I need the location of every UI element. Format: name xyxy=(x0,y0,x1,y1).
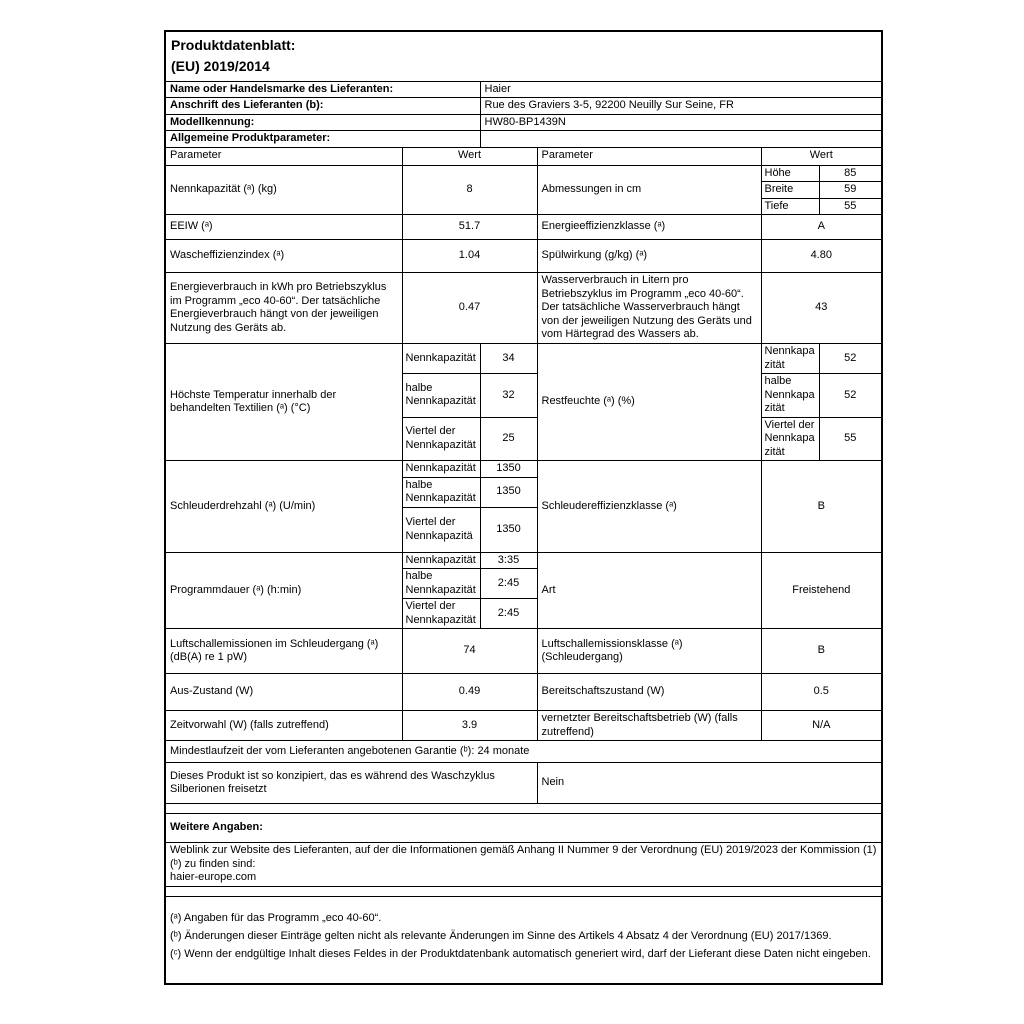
eeiw-value: 51.7 xyxy=(402,215,537,240)
noise-class-value: B xyxy=(761,629,882,674)
supplier-name-label: Name oder Handelsmarke des Lieferanten: xyxy=(165,81,480,98)
sub-label: Tiefe xyxy=(761,198,819,215)
capacity-value: 8 xyxy=(402,165,537,215)
footnote-b: (ᵇ) Änderungen dieser Einträge gelten nicht als relevante Änderungen im Sinne des Artikels 4 Absatz 4 der Verordnung (EU) 2017/1369. xyxy=(170,929,832,942)
weblink-text: Weblink zur Website des Lieferanten, auf der die Informationen gemäß Anhang II Nummer 9 der Verordnung (EU) 2019/2023 der Kommission (1) (ᵇ) zu finden sind: xyxy=(170,844,877,870)
energy-class-value: A xyxy=(761,215,882,240)
sub-label: halbe Nennkapazität xyxy=(761,374,819,418)
spacer-row xyxy=(165,804,882,814)
networked-standby-label: vernetzter Bereitschaftsbetrieb (W) (falls zutreffend) xyxy=(537,711,761,741)
standby-label: Bereitschaftszustand (W) xyxy=(537,674,761,711)
sub-label: Viertel der Nennkapazität xyxy=(402,599,480,629)
general-parameters-value xyxy=(480,131,882,148)
sub-value: 2:45 xyxy=(480,599,537,629)
sub-value: 59 xyxy=(819,182,882,199)
footnote-c: (ᶜ) Wenn der endgültige Inhalt dieses Feldes in der Produktdatenbank automatisch generiert wird, darf der Lieferant diese Daten nicht eingeben. xyxy=(170,947,871,960)
sub-label: Nennkapazität xyxy=(402,461,480,478)
sub-value: 34 xyxy=(480,344,537,374)
dimensions-label: Abmessungen in cm xyxy=(537,165,761,215)
spin-class-label: Schleudereffizienzklasse (ᵃ) xyxy=(537,461,761,553)
warranty-row: Mindestlaufzeit der vom Lieferanten angebotenen Garantie (ᵇ): 24 monate xyxy=(165,741,882,763)
sub-value: 25 xyxy=(480,417,537,461)
datasheet-table xyxy=(164,30,883,985)
silver-ions-label: Dieses Produkt ist so konzipiert, das es während des Waschzyklus Silberionen freisetzt xyxy=(165,763,537,804)
spin-class-value: B xyxy=(761,461,882,553)
rinse-value: 4.80 xyxy=(761,240,882,273)
sub-label: Viertel der Nennkapazität xyxy=(761,417,819,461)
delay-start-value: 3.9 xyxy=(402,711,537,741)
spacer-row xyxy=(165,886,882,896)
sub-label: halbe Nennkapazität xyxy=(402,569,480,599)
noise-label: Luftschallemissionen im Schleudergang (ᵃ) (dB(A) re 1 pW) xyxy=(165,629,402,674)
off-mode-value: 0.49 xyxy=(402,674,537,711)
product-datasheet xyxy=(164,30,883,985)
header-parameter-right: Parameter xyxy=(537,147,761,165)
supplier-address-value: Rue des Graviers 3-5, 92200 Neuilly Sur Seine, FR xyxy=(480,98,882,115)
moisture-label: Restfeuchte (ᵃ) (%) xyxy=(537,344,761,461)
sub-value: 2:45 xyxy=(480,569,537,599)
sub-label: Viertel der Nennkapazität xyxy=(402,417,480,461)
noise-class-label: Luftschallemissionsklasse (ᵃ) (Schleudergang) xyxy=(537,629,761,674)
silver-ions-value: Nein xyxy=(537,763,882,804)
header-wert-right: Wert xyxy=(761,147,882,165)
sub-value: 85 xyxy=(819,165,882,182)
max-temp-label: Höchste Temperatur innerhalb der behandelten Textilien (ᵃ) (°C) xyxy=(165,344,402,461)
sub-label: halbe Nennkapazität xyxy=(402,374,480,418)
footnotes-block xyxy=(165,896,882,984)
header-wert-left: Wert xyxy=(402,147,537,165)
sub-label: Nennkapazität xyxy=(761,344,819,374)
spin-speed-label: Schleuderdrehzahl (ᵃ) (U/min) xyxy=(165,461,402,553)
sub-value: 55 xyxy=(819,417,882,461)
sub-label: Höhe xyxy=(761,165,819,182)
energy-class-label: Energieeffizienzklasse (ᵃ) xyxy=(537,215,761,240)
model-id-label: Modellkennung: xyxy=(165,114,480,131)
capacity-label: Nennkapazität (ᵃ) (kg) xyxy=(165,165,402,215)
water-consumption-value: 43 xyxy=(761,273,882,344)
sub-value: 55 xyxy=(819,198,882,215)
noise-value: 74 xyxy=(402,629,537,674)
standby-value: 0.5 xyxy=(761,674,882,711)
general-parameters-label: Allgemeine Produktparameter: xyxy=(165,131,480,148)
supplier-address-label: Anschrift des Lieferanten (b): xyxy=(165,98,480,115)
sub-label: Nennkapazität xyxy=(402,344,480,374)
sub-value: 1350 xyxy=(480,461,537,478)
off-mode-label: Aus-Zustand (W) xyxy=(165,674,402,711)
delay-start-label: Zeitvorwahl (W) (falls zutreffend) xyxy=(165,711,402,741)
rinse-label: Spülwirkung (g/kg) (ᵃ) xyxy=(537,240,761,273)
type-value: Freistehend xyxy=(761,552,882,629)
header-parameter-left: Parameter xyxy=(165,147,402,165)
sub-value: 1350 xyxy=(480,477,537,507)
weblink-url: haier-europe.com xyxy=(170,871,257,883)
type-label: Art xyxy=(537,552,761,629)
energy-consumption-label: Energieverbrauch in kWh pro Betriebszyklus im Programm „eco 40-60“. Der tatsächliche Energieverbrauch hängt von der jeweiligen Nutzung des Geräts ab. xyxy=(165,273,402,344)
document-title xyxy=(165,31,882,81)
water-consumption-label: Wasserverbrauch in Litern pro Betriebszyklus im Programm „eco 40-60“. Der tatsächliche Wasserverbrauch hängt von der jeweiligen Nutzung des Geräts und vom Härtegrad des Wassers ab. xyxy=(537,273,761,344)
footnote-a: (ᵃ) Angaben für das Programm „eco 40-60“. xyxy=(170,911,382,924)
duration-label: Programmdauer (ᵃ) (h:min) xyxy=(165,552,402,629)
supplier-name-value: Haier xyxy=(480,81,882,98)
sub-value: 1350 xyxy=(480,507,537,552)
sub-value: 52 xyxy=(819,374,882,418)
wash-index-value: 1.04 xyxy=(402,240,537,273)
networked-standby-value: N/A xyxy=(761,711,882,741)
sub-label: Nennkapazität xyxy=(402,552,480,569)
model-id-value: HW80-BP1439N xyxy=(480,114,882,131)
sub-value: 52 xyxy=(819,344,882,374)
sub-label: halbe Nennkapazität xyxy=(402,477,480,507)
title-line-2: (EU) 2019/2014 xyxy=(171,58,270,74)
more-info-heading: Weitere Angaben: xyxy=(165,814,882,843)
sub-value: 32 xyxy=(480,374,537,418)
sub-value: 3:35 xyxy=(480,552,537,569)
eeiw-label: EEIW (ᵃ) xyxy=(165,215,402,240)
energy-consumption-value: 0.47 xyxy=(402,273,537,344)
weblink-row xyxy=(165,843,882,887)
title-line-1: Produktdatenblatt: xyxy=(171,37,296,53)
wash-index-label: Wascheffizienzindex (ᵃ) xyxy=(165,240,402,273)
sub-label: Viertel der Nennkapazitä xyxy=(402,507,480,552)
sub-label: Breite xyxy=(761,182,819,199)
